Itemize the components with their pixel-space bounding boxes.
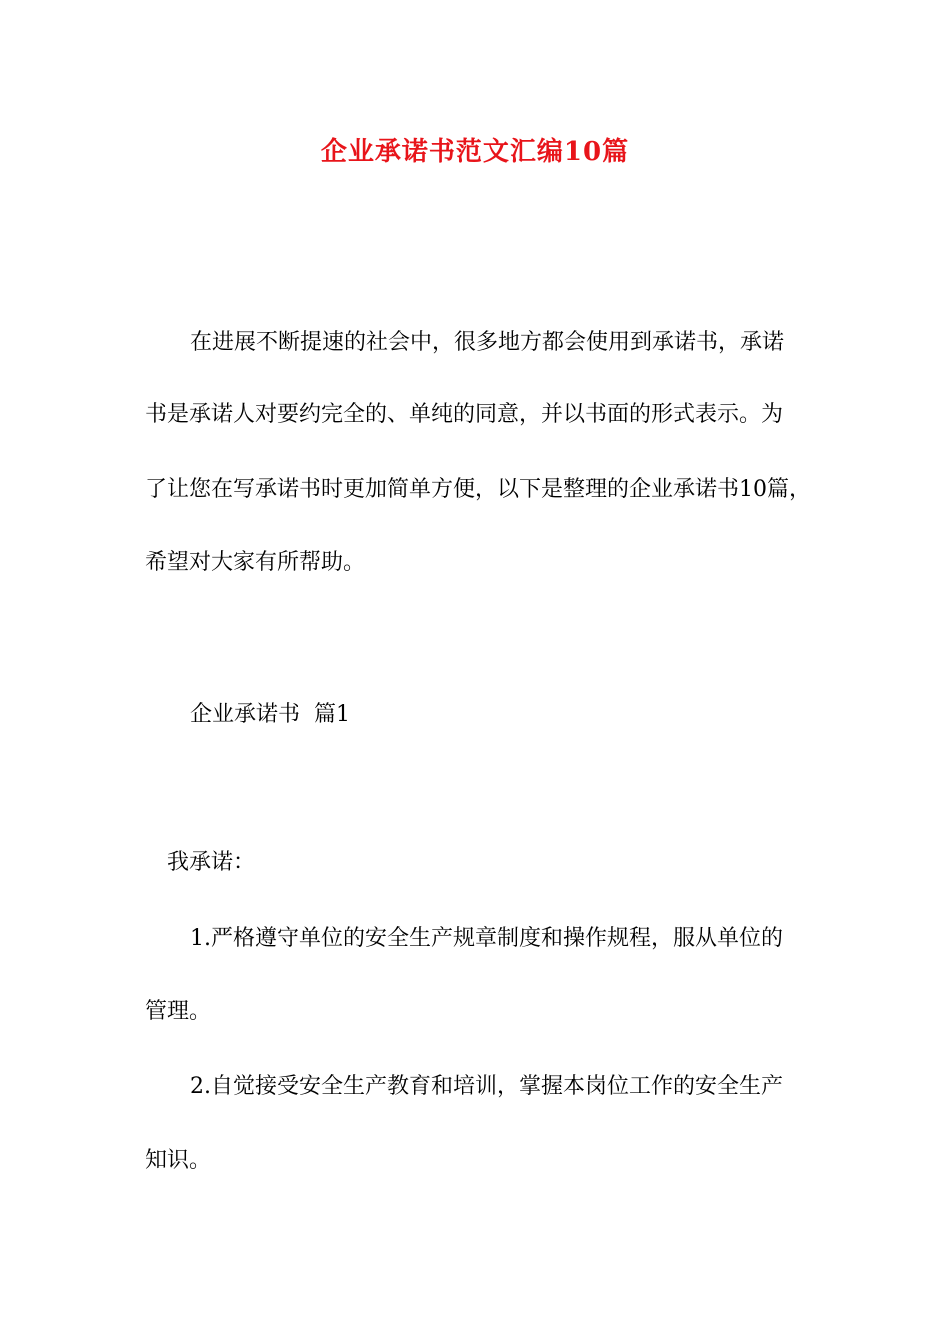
intro-line-4: 希望对大家有所帮助。 (145, 550, 366, 575)
pledge-line-4: 知识。 (145, 1148, 212, 1173)
pledge-intro: 我承诺： (167, 850, 256, 875)
document-title: 企业承诺书范文汇编10篇 (320, 137, 630, 167)
intro-line-2: 书是承诺人对要约完全的、单纯的同意，并以书面的形式表示。为 (145, 402, 784, 427)
pledge-line-3: 2.自觉接受安全生产教育和培训，掌握本岗位工作的安全生产 (190, 1074, 783, 1099)
pledge-line-1: 1.严格遵守单位的安全生产规章制度和操作规程，服从单位的 (190, 926, 783, 951)
intro-line-3: 了让您在写承诺书时更加简单方便，以下是整理的企业承诺书10篇， (145, 477, 811, 502)
intro-line-1: 在进展不断提速的社会中，很多地方都会使用到承诺书，承诺 (190, 330, 785, 355)
section-heading: 企业承诺书 篇1 (190, 702, 350, 727)
pledge-line-2: 管理。 (145, 999, 212, 1024)
